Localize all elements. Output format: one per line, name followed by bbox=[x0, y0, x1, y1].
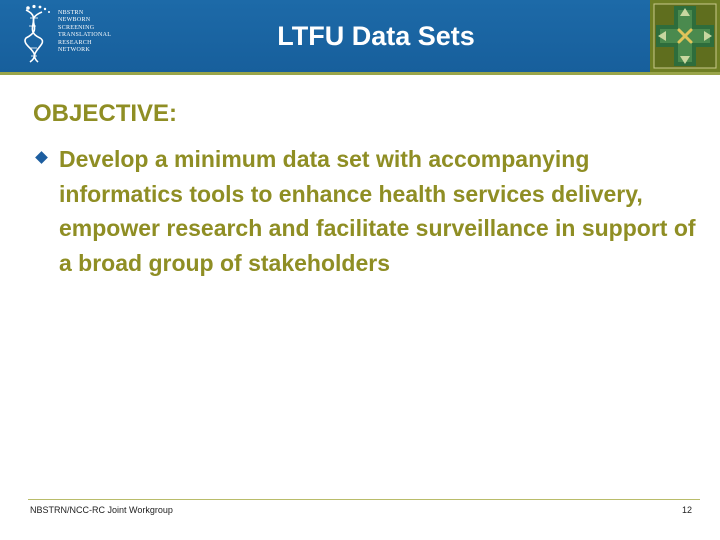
logo-line: RESEARCH bbox=[58, 39, 92, 46]
logo-line: NEWBORN bbox=[58, 17, 91, 24]
logo-line: TRANSLATIONAL bbox=[58, 32, 112, 39]
diamond-bullet-icon bbox=[35, 151, 48, 164]
logo-line: SCREENING bbox=[58, 24, 95, 31]
bullet-text: Develop a minimum data set with accompanying informatics tools to enhance health services delivery, empower research and facilitate surveillance in support of a broad group of stakeholders bbox=[59, 146, 696, 276]
objective-heading: OBJECTIVE: bbox=[33, 100, 178, 127]
footer-label: NBSTRN/NCC-RC Joint Workgroup bbox=[30, 505, 173, 515]
slide-title: LTFU Data Sets bbox=[277, 21, 475, 51]
logo-line: NBSTRN bbox=[58, 10, 84, 16]
slide-header bbox=[0, 0, 720, 72]
emblem-icon bbox=[650, 0, 720, 72]
logo-line: NETWORK bbox=[58, 47, 91, 54]
page-number: 12 bbox=[681, 505, 692, 515]
header-divider bbox=[0, 72, 720, 75]
footer-divider bbox=[28, 499, 700, 500]
